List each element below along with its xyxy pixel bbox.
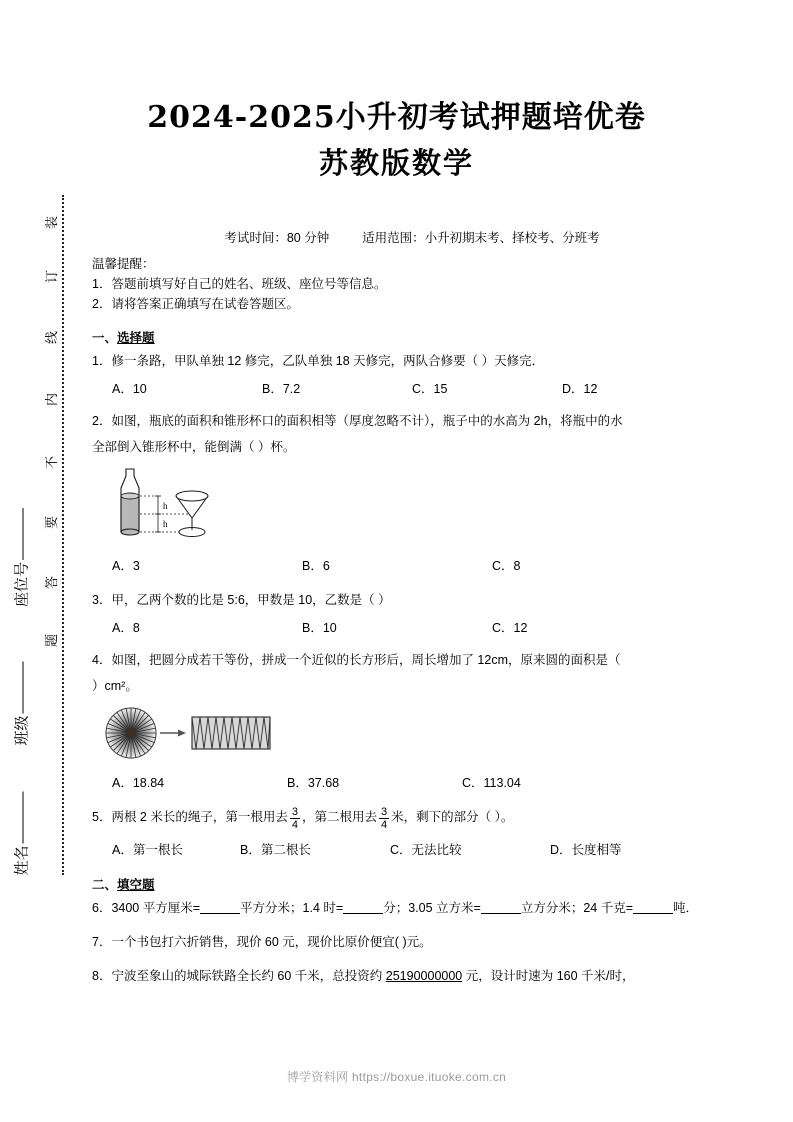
exam-content (92, 228, 712, 989)
q5-option-c[interactable]: C．无法比较 (390, 843, 462, 857)
tips-title: 温馨提醒： (92, 257, 155, 271)
seal-vertical-text-column (40, 195, 62, 875)
field-name-label: 姓名 (13, 845, 31, 876)
section-2-prefix: 二、 (92, 878, 118, 892)
q5-frac2-denominator: 4 (381, 819, 388, 831)
question-4-options (92, 770, 712, 796)
question-5-text (92, 804, 712, 831)
question-4-line-1: 4．如图，把圆分成若干等份，拼成一个近似的长方形后，周长增加了 12cm，原来圆的面积是（ (92, 653, 621, 667)
q2-option-c[interactable]: C．8 (492, 559, 521, 573)
footer-watermark: 博学资料网 https://boxue.ituoke.com.cn (286, 1070, 507, 1084)
seal-char-7: 题 (44, 633, 60, 648)
q3-option-c[interactable]: C．12 (492, 621, 528, 635)
exam-duration: 考试时间：80 分钟 (224, 231, 330, 245)
field-class[interactable] (11, 661, 32, 745)
q6-blank-4[interactable] (633, 902, 673, 914)
q8-part-post: 元，设计时速为 160 千米/时， (462, 969, 635, 983)
q6-part-1: 6．3400 平方厘米= (92, 901, 201, 915)
question-3-text: 3．甲，乙两个数的比是 5:6，甲数是 10，乙数是（ ） (92, 593, 391, 607)
seal-student-fields (8, 435, 34, 875)
field-seat-number[interactable] (11, 508, 32, 607)
q6-part-2: 平方分米；1.4 时= (240, 901, 344, 915)
q8-part-pre: 8．宁波至象山的城际铁路全长约 60 千米，总投资约 (92, 969, 386, 983)
section-1-name: 选择题 (117, 331, 155, 345)
q2-option-b[interactable]: B．6 (302, 559, 330, 573)
q6-part-5: 吨． (673, 901, 699, 915)
q2-option-a[interactable]: A．3 (112, 559, 140, 573)
seal-binding-sidebar (0, 195, 88, 875)
seal-char-0: 装 (44, 215, 60, 230)
question-5-options (92, 837, 712, 863)
question-8-text (92, 963, 712, 989)
field-class-underline[interactable] (23, 661, 24, 713)
seal-char-5: 要 (44, 515, 60, 530)
seal-char-4: 不 (44, 455, 60, 470)
question-2-line-2: 全部倒入锥形杯中，能倒满（ ）杯。 (92, 440, 296, 454)
q3-option-a[interactable]: A．8 (112, 621, 140, 635)
q6-blank-3[interactable] (481, 902, 521, 914)
q1-option-b[interactable]: B．7.2 (262, 382, 301, 396)
seal-char-1: 订 (44, 269, 60, 284)
seal-char-3: 内 (44, 392, 60, 407)
question-1-text: 1．修一条路，甲队单独 12 修完，乙队单独 18 天修完，两队合修要（ ）天修完． (92, 354, 545, 368)
q1-option-d[interactable]: D．12 (562, 382, 598, 396)
field-seat-underline[interactable] (23, 508, 24, 560)
section-heading-choice (92, 328, 712, 348)
q5-option-a[interactable]: A．第一根长 (112, 843, 183, 857)
bottle-label-h-bottom: h (163, 519, 168, 529)
exam-meta-line (92, 228, 712, 248)
q5-frac2-numerator: 3 (381, 806, 388, 818)
circle-to-rectangle-figure (104, 705, 712, 766)
q4-option-a[interactable]: A．18.84 (112, 776, 165, 790)
tips-line-2: 2．请将答案正确填写在试卷答题区。 (92, 297, 299, 311)
q5-part-post: 米，剩下的部分（ ）。 (391, 810, 514, 824)
q8-investment-amount: 25190000000 (385, 969, 463, 983)
q5-option-b[interactable]: B．第二根长 (240, 843, 311, 857)
question-7-text: 7．一个书包打六折销售，现价 60 元，现价比原价便宜( )元。 (92, 935, 432, 949)
field-class-label: 班级 (13, 715, 31, 746)
q5-frac1-denominator: 4 (291, 819, 298, 831)
seal-char-6: 答 (44, 575, 60, 590)
q1-option-a[interactable]: A．10 (112, 382, 147, 396)
circle-rectangle-svg (104, 705, 274, 761)
q6-part-4: 立方分米；24 千克= (520, 901, 633, 915)
q4-option-b[interactable]: B．37.68 (287, 776, 340, 790)
question-2 (92, 408, 712, 460)
question-4 (92, 647, 712, 699)
question-3-options (92, 615, 712, 641)
page-title: 2024-2025小升初考试押题培优卷 (147, 100, 646, 135)
page-subtitle: 苏教版数学 (318, 146, 474, 180)
q5-frac1-numerator: 3 (291, 806, 298, 818)
seal-dotted-line (62, 195, 64, 875)
tips-line-1: 1．答题前填写好自己的姓名、班级、座位号等信息。 (92, 277, 387, 291)
q6-blank-2[interactable] (343, 902, 383, 914)
bottle-cone-svg (100, 466, 215, 544)
seal-char-2: 线 (44, 330, 60, 345)
q5-option-d[interactable]: D．长度相等 (550, 843, 622, 857)
section-1-prefix: 一、 (92, 331, 118, 345)
field-name[interactable] (11, 791, 32, 875)
bottle-cone-figure (100, 466, 712, 549)
transform-arrow-icon (160, 730, 186, 737)
section-2-name: 填空题 (117, 878, 155, 892)
q3-option-b[interactable]: B．10 (302, 621, 337, 635)
paper-title-block (0, 98, 793, 184)
q6-part-3: 分；3.05 立方米= (383, 901, 481, 915)
q5-fraction-2 (379, 806, 389, 831)
question-6-text (92, 895, 712, 921)
question-2-line-1: 2．如图，瓶底的面积和锥形杯口的面积相等（厚度忽略不计），瓶子中的水高为 2h，将瓶中的水 (92, 414, 623, 428)
q5-fraction-1 (290, 806, 300, 831)
bottle-label-h-top: h (163, 501, 168, 511)
q5-part-pre: 5．两根 2 米长的绳子，第一根用去 (92, 810, 288, 824)
q4-option-c[interactable]: C．113.04 (462, 776, 521, 790)
q1-option-c[interactable]: C．15 (412, 382, 448, 396)
exam-scope: 适用范围：小升初期末考、择校考、分班考 (362, 231, 600, 245)
field-seat-label: 座位号 (13, 561, 31, 608)
sectored-circle (106, 708, 156, 758)
question-1-options (92, 376, 712, 402)
question-4-line-2: ）cm²。 (92, 679, 138, 693)
q5-part-mid: ，第二根用去 (301, 810, 377, 824)
field-name-underline[interactable] (23, 791, 24, 843)
question-2-options (92, 553, 712, 579)
section-heading-fill-blank (92, 875, 712, 895)
approx-rectangle (192, 717, 270, 749)
q6-blank-1[interactable] (200, 902, 240, 914)
